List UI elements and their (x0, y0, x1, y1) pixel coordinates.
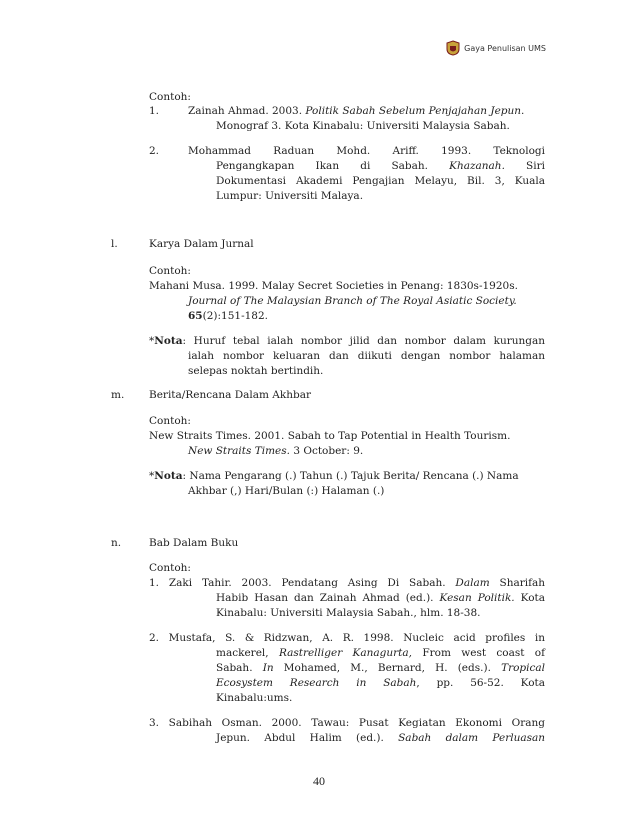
n-item1-line2: Habib Hasan dan Zainah Ahmad (ed.). Kesan Politik. Kota (216, 592, 546, 604)
l-nota-line3: selepas noktah bertindih. (188, 365, 324, 377)
k-item1-line1: Zainah Ahmad. 2003. Politik Sabah Sebelum Penjajahan Jepun. (188, 105, 525, 117)
n-item2-line3: Sabah. In Mohamed, M., Bernard, H. (eds.). Tropical (216, 662, 546, 674)
m-nota-line2: Akhbar (,) Hari/Bulan (:) Halaman (.) (188, 485, 385, 497)
page-number: 40 (313, 774, 325, 788)
n-contoh: Contoh: (149, 562, 191, 574)
n-item2-line2: mackerel, Rastrelliger Kanagurta, From west coast of (216, 647, 545, 659)
l-nota-line1: *Nota: Huruf tebal ialah nombor jilid dan nombor dalam kurungan (149, 335, 545, 347)
l-ref-line3: 65(2):151-182. (188, 310, 269, 322)
header-title: Gaya Penulisan UMS (464, 43, 546, 53)
n-item3-line2: Jepun. Abdul Halim (ed.). Sabah dalam Perluasan (216, 732, 546, 744)
k-item1-number: 1. (149, 105, 160, 117)
n-item1-line3: Kinabalu: Universiti Malaysia Sabah., hlm. 18-38. (216, 607, 481, 619)
k-item2-line2: Pengangkapan Ikan di Sabah. Khazanah. Siri (216, 160, 545, 172)
m-ref-line1: New Straits Times. 2001. Sabah to Tap Potential in Health Tourism. (149, 430, 511, 442)
k-item2-line3: Dokumentasi Akademi Pengajian Melayu, Bil. 3, Kuala (216, 175, 545, 187)
l-contoh: Contoh: (149, 265, 191, 277)
n-item1-line1: 1. Zaki Tahir. 2003. Pendatang Asing Di Sabah. Dalam Sharifah (149, 577, 546, 589)
k-item1-line2: Monograf 3. Kota Kinabalu: Universiti Malaysia Sabah. (216, 120, 510, 132)
n-item2-line5: Kinabalu:ums. (216, 692, 293, 704)
n-item2-line4: Ecosystem Research in Sabah, pp. 56-52. Kota (216, 677, 545, 689)
section-m-title: Berita/Rencana Dalam Akhbar (149, 389, 312, 401)
l-ref-line1: Mahani Musa. 1999. Malay Secret Societies in Penang: 1830s-1920s. (149, 280, 518, 292)
k-item2-line1: Mohammad Raduan Mohd. Ariff. 1993. Teknologi (188, 145, 545, 157)
m-nota-line1: *Nota: Nama Pengarang (.) Tahun (.) Tajuk Berita/ Rencana (.) Nama (149, 470, 519, 482)
k-item2-line4: Lumpur: Universiti Malaya. (216, 190, 364, 202)
n-item2-line1: 2. Mustafa, S. & Ridzwan, A. R. 1998. Nucleic acid profiles in (149, 632, 545, 644)
section-l-title: Karya Dalam Jurnal (149, 238, 254, 250)
n-item3-line1: 3. Sabihah Osman. 2000. Tawau: Pusat Kegiatan Ekonomi Orang (149, 717, 545, 729)
l-ref-line2: Journal of The Malaysian Branch of The Royal Asiatic Society. (188, 295, 517, 307)
k-item2-number: 2. (149, 145, 160, 157)
section-n-letter: n. (111, 537, 122, 549)
section-l-letter: l. (111, 238, 118, 250)
section-m-letter: m. (111, 389, 125, 401)
l-nota-line2: ialah nombor keluaran dan diikuti dengan nombor halaman (188, 350, 545, 362)
m-ref-line2: New Straits Times. 3 October: 9. (188, 445, 364, 457)
k-contoh: Contoh: (149, 91, 191, 103)
section-n-title: Bab Dalam Buku (149, 537, 239, 549)
m-contoh: Contoh: (149, 415, 191, 427)
